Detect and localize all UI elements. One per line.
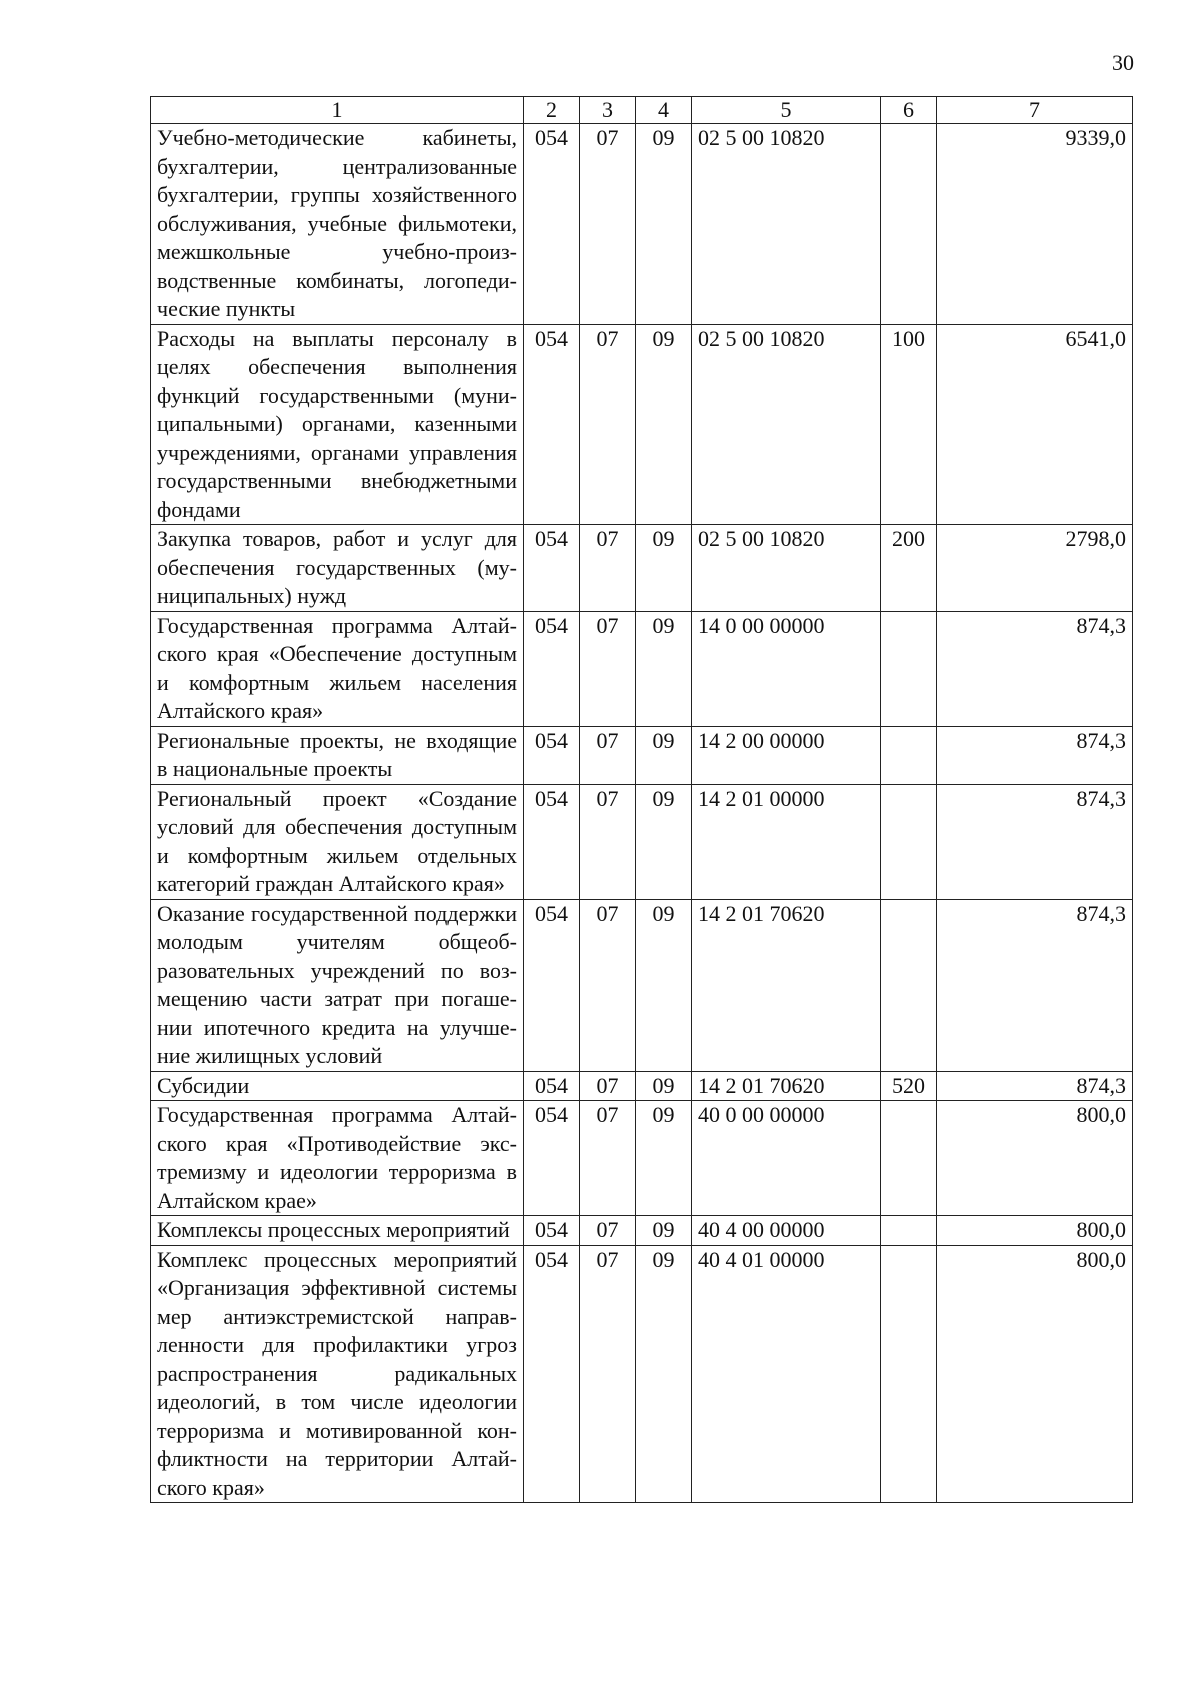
section-code-cell: 07 [580, 1245, 636, 1503]
ministry-code-cell: 054 [524, 899, 580, 1071]
ministry-code-cell: 054 [524, 1216, 580, 1246]
table-row [151, 1071, 1133, 1101]
target-item-code-cell: 40 4 01 00000 [692, 1245, 881, 1503]
table-row [151, 1101, 1133, 1216]
expense-type-code-cell [881, 1216, 937, 1246]
section-code-cell: 07 [580, 124, 636, 325]
ministry-code-cell: 054 [524, 784, 580, 899]
expense-type-code-cell [881, 726, 937, 784]
target-item-code-cell: 14 0 00 00000 [692, 611, 881, 726]
column-header-1: 1 [151, 97, 524, 124]
table-row [151, 726, 1133, 784]
subsection-code-cell: 09 [636, 1071, 692, 1101]
amount-cell: 9339,0 [937, 124, 1133, 325]
page-number: 30 [1112, 50, 1134, 75]
target-item-code-cell: 14 2 00 00000 [692, 726, 881, 784]
table-row [151, 1245, 1133, 1503]
target-item-code-cell: 14 2 01 70620 [692, 899, 881, 1071]
subsection-code-cell: 09 [636, 611, 692, 726]
row-name-cell: Государственная программа Алтайского края «Противодействие экстремизму и идеологии терроризма в Алтайском крае» [151, 1101, 524, 1216]
target-item-code-cell: 14 2 01 00000 [692, 784, 881, 899]
ministry-code-cell: 054 [524, 324, 580, 525]
target-item-code-cell: 40 4 00 00000 [692, 1216, 881, 1246]
table-row [151, 525, 1133, 612]
row-name-cell: Региональные проекты, не входящие в национальные проекты [151, 726, 524, 784]
expense-type-code-cell [881, 784, 937, 899]
subsection-code-cell: 09 [636, 899, 692, 1071]
section-code-cell: 07 [580, 784, 636, 899]
column-header-6: 6 [881, 97, 937, 124]
section-code-cell: 07 [580, 611, 636, 726]
target-item-code-cell: 02 5 00 10820 [692, 525, 881, 612]
row-name-cell: Государственная программа Алтайского края «Обеспечение доступным и комфортным жильем населения Алтайского края» [151, 611, 524, 726]
ministry-code-cell: 054 [524, 726, 580, 784]
expense-type-code-cell [881, 899, 937, 1071]
target-item-code-cell: 02 5 00 10820 [692, 324, 881, 525]
table-row [151, 899, 1133, 1071]
subsection-code-cell: 09 [636, 1216, 692, 1246]
budget-table [150, 96, 1133, 1503]
amount-cell: 6541,0 [937, 324, 1133, 525]
section-code-cell: 07 [580, 1216, 636, 1246]
row-name-cell: Закупка товаров, работ и услуг для обеспечения государственных (муниципальных) нужд [151, 525, 524, 612]
target-item-code-cell: 02 5 00 10820 [692, 124, 881, 325]
ministry-code-cell: 054 [524, 525, 580, 612]
subsection-code-cell: 09 [636, 525, 692, 612]
column-header-2: 2 [524, 97, 580, 124]
ministry-code-cell: 054 [524, 1245, 580, 1503]
expense-type-code-cell: 520 [881, 1071, 937, 1101]
expense-type-code-cell [881, 124, 937, 325]
row-name-cell: Комплекс процессных мероприятий «Организация эффективной системы мер антиэкстремистской направленности для профилактики угроз распространения радикальных идеологий, в том числе идеологии терроризма и мотивированной конфликтности на территории Алтайского края» [151, 1245, 524, 1503]
row-name-cell: Учебно-методические кабинеты, бухгалтерии, централизованные бухгалтерии, группы хозяйственного обслуживания, учебные фильмотеки, межшкольные учебно-производственные комбинаты, логопедические пункты [151, 124, 524, 325]
amount-cell: 874,3 [937, 726, 1133, 784]
expense-type-code-cell: 200 [881, 525, 937, 612]
table-row [151, 124, 1133, 325]
table-row [151, 611, 1133, 726]
subsection-code-cell: 09 [636, 1101, 692, 1216]
row-name-cell: Расходы на выплаты персоналу в целях обеспечения выполнения функций государственными (муниципальными) органами, казенными учреждениями, органами управления государственными внебюджетными фондами [151, 324, 524, 525]
amount-cell: 874,3 [937, 899, 1133, 1071]
table-row [151, 1216, 1133, 1246]
table-row [151, 324, 1133, 525]
ministry-code-cell: 054 [524, 1101, 580, 1216]
amount-cell: 800,0 [937, 1245, 1133, 1503]
section-code-cell: 07 [580, 525, 636, 612]
column-header-5: 5 [692, 97, 881, 124]
section-code-cell: 07 [580, 324, 636, 525]
expense-type-code-cell [881, 1101, 937, 1216]
section-code-cell: 07 [580, 1101, 636, 1216]
row-name-cell: Региональный проект «Создание условий для обеспечения доступным и комфортным жильем отдельных категорий граждан Алтайского края» [151, 784, 524, 899]
subsection-code-cell: 09 [636, 124, 692, 325]
amount-cell: 874,3 [937, 784, 1133, 899]
amount-cell: 800,0 [937, 1101, 1133, 1216]
header-row [151, 97, 1133, 124]
expense-type-code-cell: 100 [881, 324, 937, 525]
column-header-4: 4 [636, 97, 692, 124]
row-name-cell: Комплексы процессных мероприятий [151, 1216, 524, 1246]
ministry-code-cell: 054 [524, 1071, 580, 1101]
row-name-cell: Оказание государственной поддержки молодым учителям общеобразовательных учреждений по возмещению части затрат при погашении ипотечного кредита на улучшение жилищных условий [151, 899, 524, 1071]
column-header-7: 7 [937, 97, 1133, 124]
amount-cell: 874,3 [937, 611, 1133, 726]
expense-type-code-cell [881, 1245, 937, 1503]
section-code-cell: 07 [580, 726, 636, 784]
column-header-3: 3 [580, 97, 636, 124]
section-code-cell: 07 [580, 899, 636, 1071]
table-row [151, 784, 1133, 899]
section-code-cell: 07 [580, 1071, 636, 1101]
target-item-code-cell: 40 0 00 00000 [692, 1101, 881, 1216]
subsection-code-cell: 09 [636, 784, 692, 899]
amount-cell: 800,0 [937, 1216, 1133, 1246]
ministry-code-cell: 054 [524, 124, 580, 325]
subsection-code-cell: 09 [636, 726, 692, 784]
ministry-code-cell: 054 [524, 611, 580, 726]
expense-type-code-cell [881, 611, 937, 726]
target-item-code-cell: 14 2 01 70620 [692, 1071, 881, 1101]
subsection-code-cell: 09 [636, 1245, 692, 1503]
amount-cell: 2798,0 [937, 525, 1133, 612]
subsection-code-cell: 09 [636, 324, 692, 525]
amount-cell: 874,3 [937, 1071, 1133, 1101]
row-name-cell: Субсидии [151, 1071, 524, 1101]
